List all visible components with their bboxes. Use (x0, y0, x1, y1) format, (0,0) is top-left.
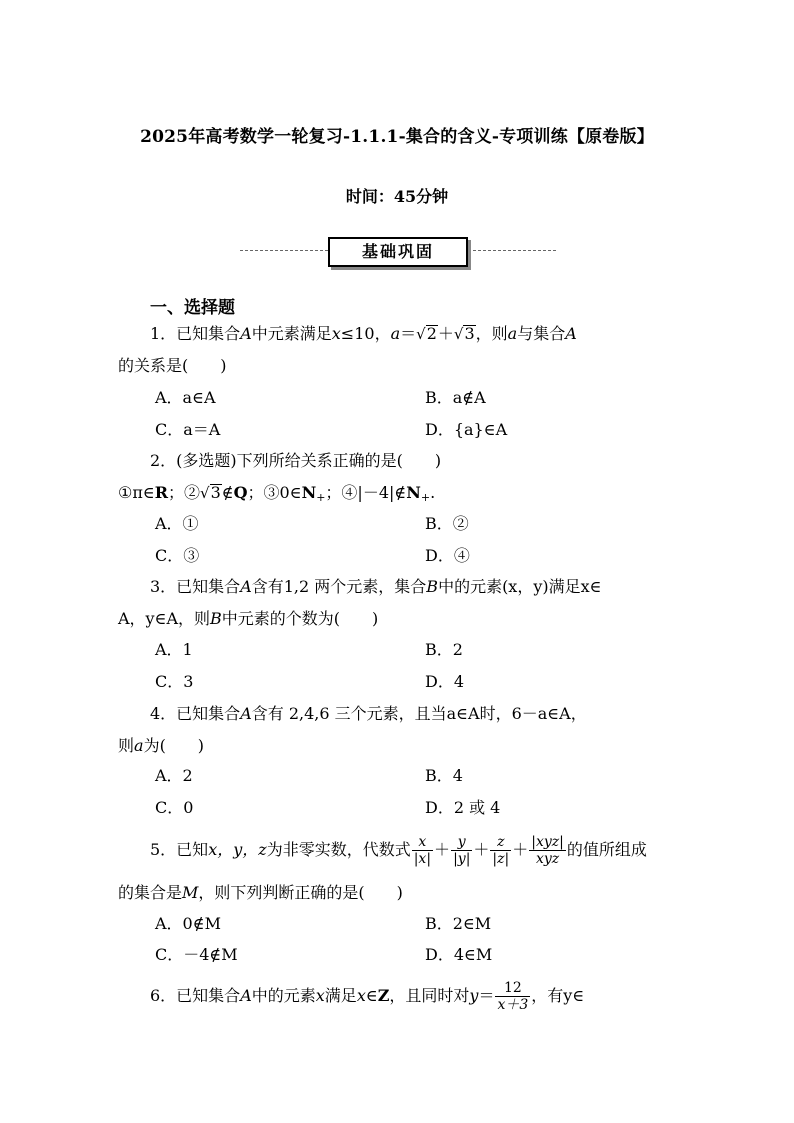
text: ＝ (400, 324, 417, 343)
q2-option-a[interactable]: A．① (155, 514, 199, 533)
vars: x，y，z (208, 840, 267, 859)
text: 时，6－ (479, 704, 538, 723)
q4-option-d[interactable]: D．2 或 4 (425, 798, 501, 817)
time-limit: 时间：45分钟 (345, 187, 449, 206)
q4-option-b[interactable]: B．4 (425, 766, 463, 785)
numerator: |xyz| (531, 834, 564, 850)
banner-divider-right (468, 250, 556, 251)
text: 则 (118, 736, 135, 755)
text: x∈ (580, 577, 602, 596)
denominator: |x| (413, 851, 432, 867)
q1-option-d[interactable]: D．{a}∈A (425, 420, 508, 439)
denominator: |z| (492, 851, 510, 867)
fraction (451, 834, 472, 867)
numerator: z (490, 834, 511, 851)
numerator: x (412, 834, 433, 851)
q4-option-c[interactable]: C．0 (155, 798, 194, 817)
q3-option-d[interactable]: D．4 (425, 672, 465, 691)
set-Z: Z (377, 986, 390, 1005)
q5-option-b[interactable]: B．2∈M (425, 914, 492, 933)
text: 中的元素(x，y)满足 (438, 577, 581, 596)
question-2-line-1: 2．(多选题)下列所给关系正确的是( ) (150, 451, 442, 470)
text: 1．已知集合 (150, 324, 241, 343)
question-3-line-2 (118, 608, 378, 630)
text: a∈A， (537, 704, 587, 723)
text: 为非零实数，代数式 (266, 840, 411, 859)
question-4-line-1: 4．已知集合A含有 2,4,6 三个元素，且当a∈A时，6－a∈A， (150, 704, 587, 723)
text: ，则 (475, 324, 508, 343)
text: ；④|－4|∉ (325, 483, 407, 502)
text: ，则下列判断正确的是( ) (198, 883, 403, 902)
subscript: + (420, 491, 431, 504)
section-title: 一、选择题 (150, 298, 235, 318)
text: ，有 (531, 986, 564, 1005)
fraction (490, 834, 511, 867)
text: ＋ (437, 324, 454, 343)
fraction (412, 834, 433, 867)
question-4-line-2: 则a为( ) (118, 736, 205, 755)
fraction (529, 834, 566, 867)
text: ，且同时对 (389, 986, 470, 1005)
text: 3．已知集合 (150, 577, 241, 596)
text: 含有1,2 两个元素，集合 (251, 577, 427, 596)
q3-option-b[interactable]: B．2 (425, 640, 463, 659)
q3-option-c[interactable]: C．3 (155, 672, 194, 691)
fraction (495, 980, 530, 1013)
set-R: R (154, 483, 168, 502)
text: 的集合是 (118, 883, 183, 902)
text: 中元素满足 (251, 324, 332, 343)
q2-option-b[interactable]: B．② (425, 514, 469, 533)
q5-option-d[interactable]: D．4∈M (425, 945, 493, 964)
text: y∈ (563, 986, 585, 1005)
question-6-line-1: 6．已知集合A中的元素x满足x∈Z，且同时对y＝ $\frac{12}{x+3}$ ，有y∈ (150, 980, 585, 1013)
sqrt-3: 3 (210, 483, 221, 502)
text: 中的元素 (251, 986, 316, 1005)
q3-option-a[interactable]: A．1 (155, 640, 193, 659)
set-N-plus: N (406, 483, 421, 502)
q5-option-a[interactable]: A．0∉M (155, 914, 221, 933)
text: 6．已知集合 (150, 986, 241, 1005)
text: ∉ (221, 483, 234, 502)
denominator: x＋3 (497, 997, 529, 1013)
set-Q: Q (233, 483, 248, 502)
denominator: |y| (453, 851, 471, 867)
section-banner: 基础巩固 (328, 237, 468, 267)
question-5-line-2: 的集合是M，则下列判断正确的是( ) (118, 883, 403, 902)
text: 5．已知 (150, 840, 209, 859)
text: 4．已知集合 (150, 704, 241, 723)
text: ≤10， (340, 324, 391, 343)
text: ∈ (365, 986, 378, 1005)
q1-option-b[interactable]: B．a∉A (425, 388, 486, 407)
page-title: 2025年高考数学一轮复习-1.1.1-集合的含义-专项训练【原卷版】 (140, 127, 654, 147)
text: 含有 2,4,6 三个元素，且当 (251, 704, 447, 723)
text: A，y∈A，则 (118, 609, 210, 628)
text: ；③0∈ (247, 483, 302, 502)
var-B: B (210, 609, 222, 628)
sqrt-3: 3 (464, 324, 475, 343)
text: 中元素的个数为( ) (221, 609, 379, 628)
q2-option-d[interactable]: D．④ (425, 546, 470, 565)
numerator: 12 (495, 980, 530, 997)
text: ①π∈ (118, 483, 155, 502)
question-1-line-2: 的关系是( ) (118, 356, 227, 375)
text: ；② (168, 483, 201, 502)
numerator: y (451, 834, 472, 851)
denominator: xyz (535, 851, 560, 867)
text: a∈A (446, 704, 480, 723)
question-5-line-1: 5．已知x，y，z为非零实数，代数式 $\frac{x}{|x|}$ ＋ $\frac{y}{|y|}$ ＋ $\frac{z}{|z|}$ ＋ $\frac{\text{|xyz|}}{\text{xyz}}$ 的值所组成 (150, 834, 647, 867)
text: 与集合 (517, 324, 566, 343)
text: 的值所组成 (566, 840, 647, 859)
sqrt-2: 2 (426, 324, 437, 343)
set-N-plus: N (301, 483, 317, 502)
q5-option-c[interactable]: C．－4∉M (155, 945, 238, 964)
text: . (430, 483, 436, 502)
question-2-line-2: ①π∈R；②√3∉Q；$③0\in N_+$；$④|-4|\notin N_+$. (118, 483, 436, 504)
q1-option-c[interactable]: C．a＝A (155, 420, 221, 439)
question-3-line-1: 3．已知集合A含有1,2 两个元素，集合B中的元素(x，y)满足x∈ (150, 577, 602, 596)
subscript: + (316, 491, 326, 504)
question-1-line-1: 1．已知集合A中元素满足x≤10，a＝√2＋√3，则a与集合A (150, 324, 577, 343)
q2-option-c[interactable]: C．③ (155, 546, 200, 565)
text: 满足 (324, 986, 357, 1005)
q1-option-a[interactable]: A．a∈A (155, 388, 216, 407)
banner-divider-left (240, 250, 328, 251)
text: 为( ) (143, 736, 205, 755)
q4-option-a[interactable]: A．2 (155, 766, 193, 785)
